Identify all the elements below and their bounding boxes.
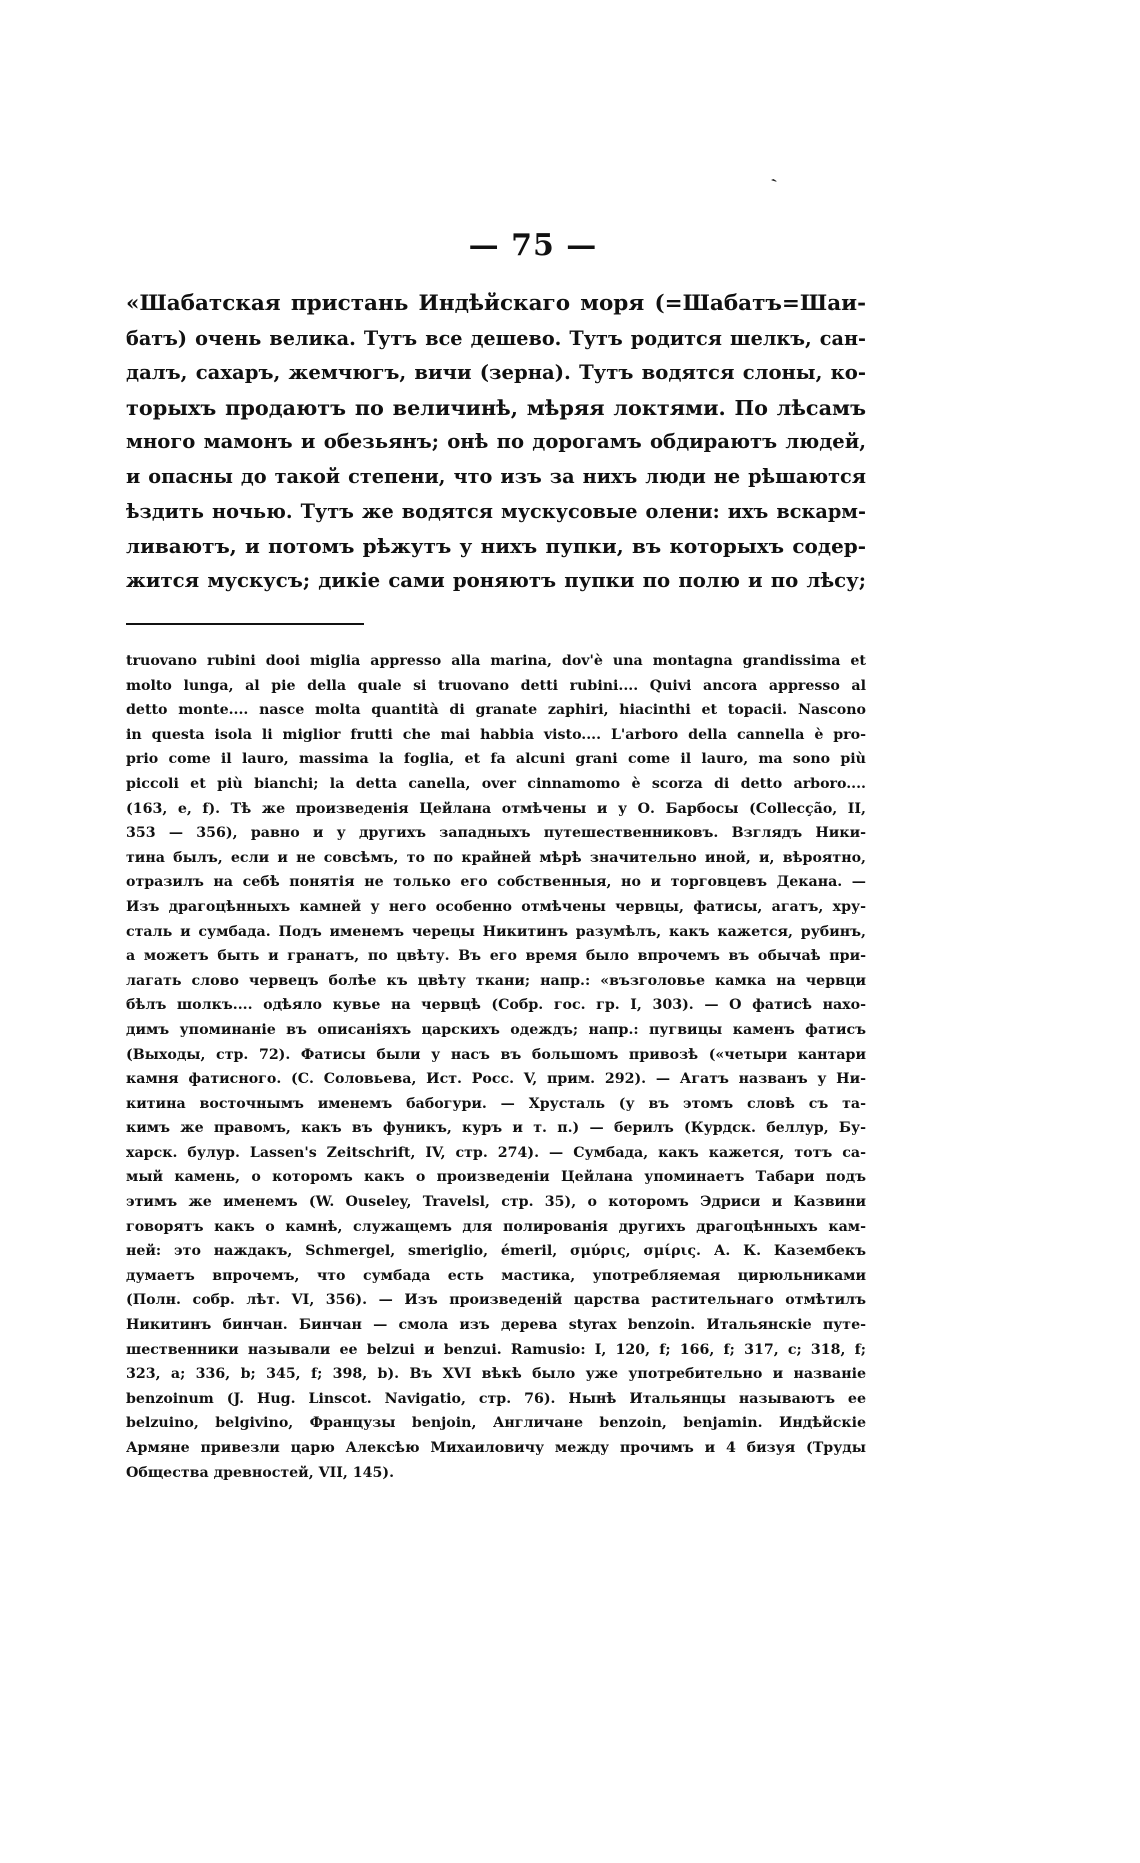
footnote-line: а можетъ быть и гранатъ, по цвѣту. Въ его время было впрочемъ въ обычаѣ при- xyxy=(126,948,866,965)
footnote-line: truovano rubini dooi miglia appresso alla marina, dov'è una montagna grandissima et xyxy=(126,653,866,669)
footnote-line: этимъ же именемъ (W. Ouseley, Travelsl, стр. 35), о которомъ Эдриси и Казвини xyxy=(126,1194,866,1211)
footnote-line: лагать слово червецъ болѣе къ цвѣту ткани; напр.: «възголовье камка на червци xyxy=(126,972,866,989)
main-text-line: ливаютъ, и потомъ рѣжутъ у нихъ пупки, въ которыхъ содер- xyxy=(126,534,866,559)
footnote-line: камня фатисного. (С. Соловьева, Ист. Росс. V, прим. 292). — Агатъ названъ у Ни- xyxy=(126,1071,866,1088)
footnote-line: prio come il lauro, massima la foglia, et fa alcuni grani come il lauro, ma sono più xyxy=(126,751,866,768)
main-text-line: торыхъ продаютъ по величинѣ, мѣряя локтями. По лѣсамъ xyxy=(126,394,866,420)
main-text-block xyxy=(126,287,866,598)
footnote-line: Изъ драгоцѣнныхъ камней у него особенно отмѣчены червцы, фатисы, агатъ, хру- xyxy=(126,898,866,915)
footnote-line: (163, e, f). Тѣ же произведенія Цейлана отмѣчены и у О. Барбосы (Collecção, II, xyxy=(126,800,866,817)
footnote-line: benzoinum (J. Hug. Linscot. Navigatio, стр. 76). Нынѣ Итальянцы называютъ ее xyxy=(126,1390,866,1407)
footnote-line: сталь и сумбада. Подъ именемъ черецы Никитинъ разумѣлъ, какъ кажется, рубинъ, xyxy=(126,923,866,940)
footnote-line: харск. булур. Lassen's Zeitschrift, IV, стр. 274). — Сумбада, какъ кажется, тотъ са- xyxy=(126,1144,866,1161)
main-text-line: «Шабатская пристань Индѣйскаго моря (=Шабатъ=Шаи- xyxy=(126,291,866,316)
footnote-separator-rule xyxy=(126,623,364,625)
footnote-line: piccoli et più bianchi; la detta canella, over cinnamomo è scorza di detto arboro.... xyxy=(126,775,866,792)
footnote-line: ней: это наждакъ, Schmergel, smeriglio, émeril, σμύρις, σμίρις. А. К. Казембекъ xyxy=(126,1243,866,1260)
footnote-line: detto monte.... nasce molta quantità di granate zaphiri, hiacinthi et topacii. Nascono xyxy=(126,702,866,719)
pencil-tick-mark: ˏ xyxy=(763,158,779,185)
main-text-line: далъ, сахаръ, жемчюгъ, вичи (зерна). Тутъ водятся слоны, ко- xyxy=(126,361,866,385)
footnote-line: бѣлъ шолкъ.... одѣяло кувье на червцѣ (Собр. гос. гр. I, 303). — О фатисѣ нахо- xyxy=(126,997,866,1014)
main-text-line: и опасны до такой степени, что изъ за нихъ люди не рѣшаются xyxy=(126,464,866,488)
footnote-line: тина былъ, если и не совсѣмъ, то по крайней мѣрѣ значительно иной, и, вѣроятно, xyxy=(126,849,866,866)
footnote-line: in questa isola li miglior frutti che mai habbia visto.... L'arboro della cannella è pro- xyxy=(126,726,866,743)
main-text-line: ѣздить ночью. Тутъ же водятся мускусовые олени: ихъ вскарм- xyxy=(126,499,866,523)
footnote-line: 323, a; 336, b; 345, f; 398, b). Въ XVI вѣкѣ было уже употребительно и названіе xyxy=(126,1366,866,1383)
footnote-line: (Выходы, стр. 72). Фатисы были у насъ въ большомъ привозѣ («четыри кантари xyxy=(126,1046,866,1063)
main-text-line: батъ) очень велика. Тутъ все дешево. Тутъ родится шелкъ, сан- xyxy=(126,326,866,350)
footnote-line: отразилъ на себѣ понятія не только его собственныя, но и торговцевъ Декана. — xyxy=(126,874,866,891)
footnote-line: Никитинъ бинчан. Бинчан — смола изъ дерева styrax benzoin. Итальянскіе путе- xyxy=(126,1317,866,1334)
footnote-line: китина восточнымъ именемъ бабогури. — Хрусталь (у въ этомъ словѣ съ та- xyxy=(126,1095,866,1112)
footnote-line: (Полн. собр. лѣт. VI, 356). — Изъ произведеній царства растительнаго отмѣтилъ xyxy=(126,1292,866,1309)
footnote-line: 353 — 356), равно и у другихъ западныхъ путешественниковъ. Взглядъ Ники- xyxy=(126,825,866,842)
footnote-line: Армяне привезли царю Алексѣю Михаиловичу между прочимъ и 4 бизуя (Труды xyxy=(126,1440,866,1456)
footnote-line: Общества древностей, VII, 145). xyxy=(126,1464,395,1481)
page-number: — 75 — xyxy=(468,228,598,263)
main-text-line: жится мускусъ; дикіе сами роняютъ пупки по полю и по лѣсу; xyxy=(126,568,866,592)
footnote-line: кимъ же правомъ, какъ въ фуникъ, куръ и т. п.) — берилъ (Курдск. беллур, Бу- xyxy=(126,1120,866,1137)
footnote-line: думаетъ впрочемъ, что сумбада есть мастика, употребляемая цирюльниками xyxy=(126,1267,866,1284)
footnote-line: димъ упоминаніе въ описаніяхъ царскихъ одеждъ; напр.: пугвицы каменъ фатисъ xyxy=(126,1021,866,1038)
footnote-line: мый камень, о которомъ какъ о произведеніи Цейлана упоминаетъ Табари подъ xyxy=(126,1169,866,1186)
footnote-line: molto lunga, al pie della quale si truovano detti rubini.... Quivi ancora appresso al xyxy=(126,677,866,694)
footnote-line: шественники называли ее belzui и benzui. Ramusio: I, 120, f; 166, f; 317, c; 318, f; xyxy=(126,1341,866,1358)
footnote-line: belzuino, belgivino, Французы benjoin, Англичане benzoin, benjamin. Индѣйскіе xyxy=(126,1415,866,1432)
main-text-line: много мамонъ и обезьянъ; онѣ по дорогамъ обдираютъ людей, xyxy=(126,430,866,454)
footnote-line: говорятъ какъ о камнѣ, служащемъ для полированія другихъ драгоцѣнныхъ кам- xyxy=(126,1218,866,1235)
footnote-block xyxy=(126,649,866,1485)
